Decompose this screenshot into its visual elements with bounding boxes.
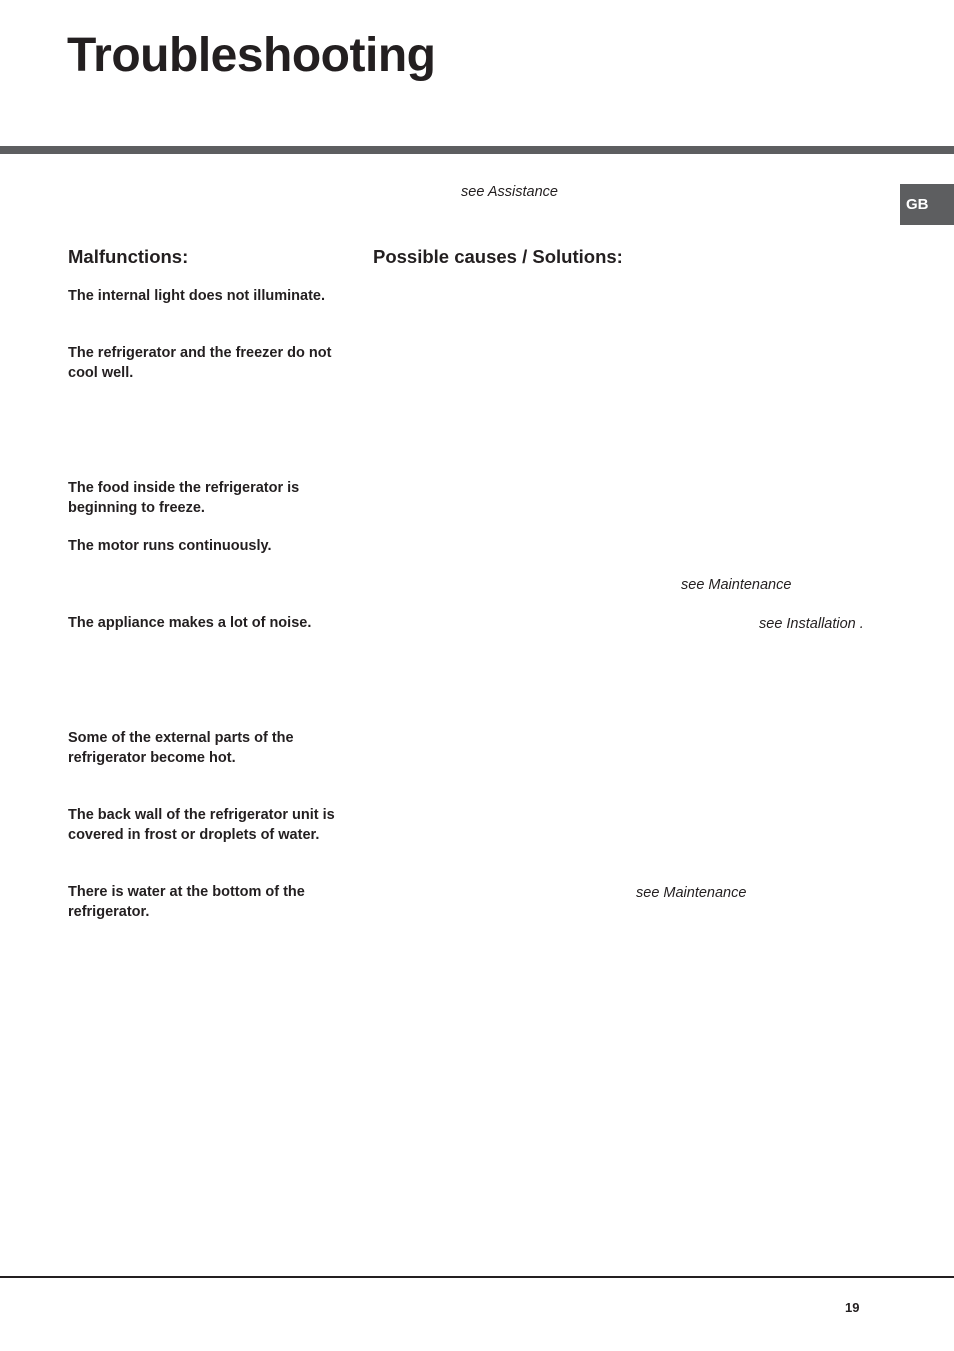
page-number: 19 [845,1300,860,1315]
malfunction-item: The refrigerator and the freezer do not cool well. [68,345,332,381]
malfunction-item: The food inside the refrigerator is beginning to freeze. [68,480,300,516]
installation-reference: see Installation . [759,616,864,632]
malfunction-item: The internal light does not illuminate. [68,288,325,304]
causes-heading: Possible causes / Solutions: [373,246,623,267]
footer-rule [0,1276,954,1278]
malfunction-item: Some of the external parts of the refrigerator become hot. [68,730,294,766]
malfunction-item: The motor runs continuously. [68,538,272,554]
maintenance-reference: see Maintenance [636,885,747,901]
intro-reference: see Assistance [461,184,558,200]
malfunction-item: The back wall of the refrigerator unit is covered in frost or droplets of water. [68,807,335,843]
maintenance-reference: see Maintenance [681,577,792,593]
header-rule [0,146,954,154]
malfunction-item: There is water at the bottom of the refrigerator. [68,884,305,920]
language-tab: GB [900,184,954,225]
page-title: Troubleshooting [67,29,436,82]
malfunction-item: The appliance makes a lot of noise. [68,615,312,631]
malfunctions-heading: Malfunctions: [68,246,189,267]
